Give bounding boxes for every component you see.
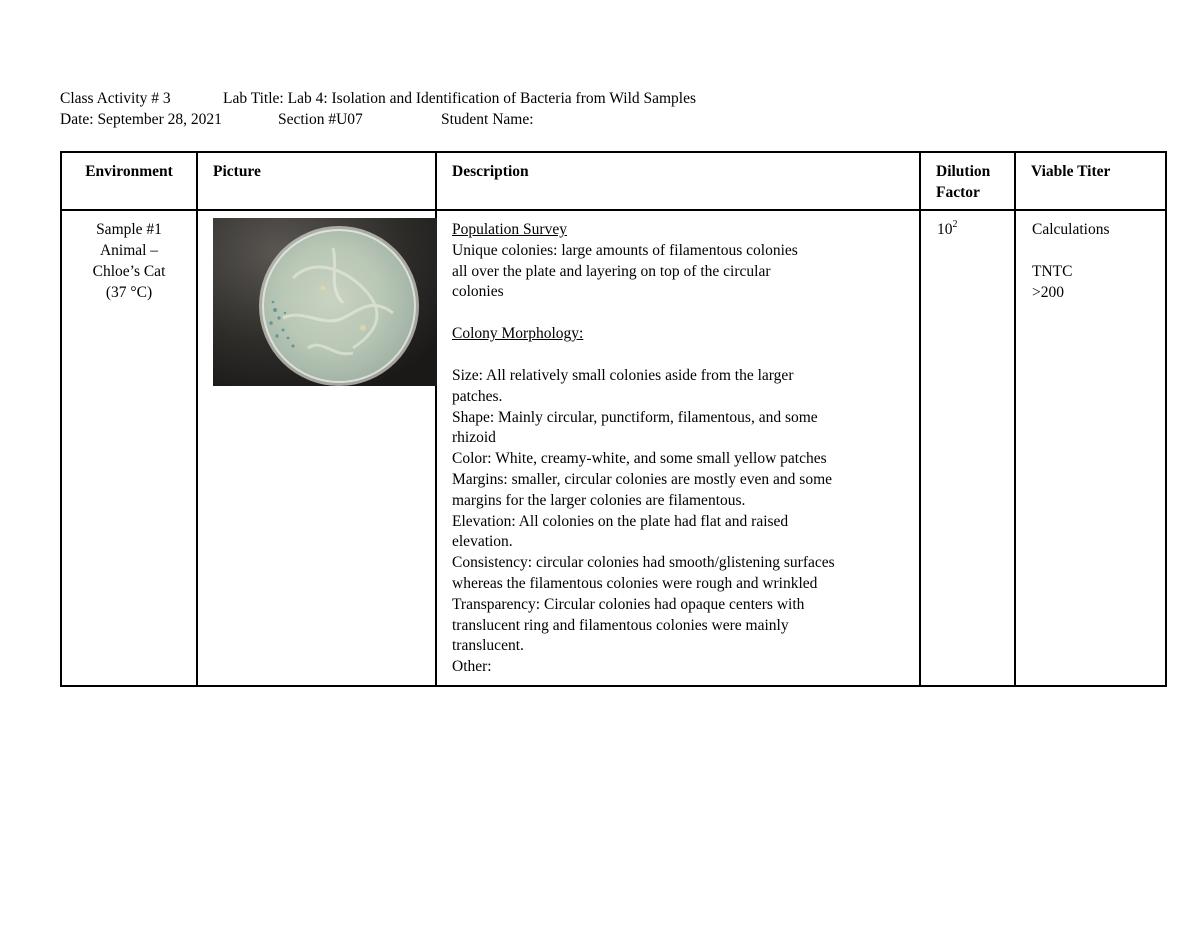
column-header-description: Description: [436, 152, 920, 210]
petri-dish-photo: [213, 218, 437, 386]
column-header-dilution-factor: [920, 152, 1015, 210]
env-line: Sample #1: [96, 221, 162, 238]
viable-titer-cell: [1015, 210, 1166, 686]
env-line: (37 °C): [105, 284, 153, 301]
description-line: Size: All relatively small colonies aside from the larger: [452, 366, 794, 384]
date: Date: September 28, 2021: [60, 111, 222, 128]
lab-table: [60, 151, 1167, 687]
header-line-2: [60, 110, 696, 131]
description-line: translucent ring and filamentous colonies were mainly: [452, 616, 789, 634]
petri-dish-image: [213, 218, 437, 386]
dilution-header-line-2: Factor: [936, 183, 980, 201]
description-line: elevation.: [452, 533, 513, 551]
description-line: rhizoid: [452, 429, 496, 447]
dilution-base: 10: [937, 221, 953, 238]
student-name-label: Student Name:: [441, 111, 534, 128]
table-header-row: [61, 152, 1166, 210]
picture-cell: [197, 210, 436, 686]
column-header-viable-titer: Viable Titer: [1015, 152, 1166, 210]
titer-result: TNTC: [1032, 262, 1073, 280]
description-line: Other:: [452, 658, 492, 676]
class-activity: Class Activity # 3: [60, 90, 171, 107]
description-line: margins for the larger colonies are filamentous.: [452, 491, 746, 509]
description-line: translucent.: [452, 637, 524, 655]
description-cell: [436, 210, 920, 686]
description-line: Unique colonies: large amounts of filamentous colonies: [452, 241, 798, 259]
titer-count: >200: [1032, 283, 1064, 301]
env-line: Chloe’s Cat: [92, 263, 166, 280]
column-header-environment: Environment: [61, 152, 197, 210]
description-line: all over the plate and layering on top of the circular: [452, 262, 771, 280]
description-line: Margins: smaller, circular colonies are mostly even and some: [452, 470, 833, 488]
dilution-value: [937, 221, 958, 238]
header-line-1: [60, 89, 696, 110]
population-survey-heading: Population Survey: [452, 221, 567, 238]
colony-morphology-heading: Colony Morphology:: [452, 325, 584, 343]
spacer: [1032, 241, 1165, 262]
description-line: Color: White, creamy-white, and some small yellow patches: [452, 450, 827, 468]
description-line: colonies: [452, 283, 504, 301]
description-line: Shape: Mainly circular, punctiform, filamentous, and some: [452, 408, 818, 426]
description-line: patches.: [452, 387, 503, 405]
dilution-header-line-1: Dilution: [936, 163, 991, 180]
spacer: [452, 345, 919, 366]
description-line: Transparency: Circular colonies had opaque centers with: [452, 595, 805, 613]
section: Section #U07: [278, 111, 363, 128]
description-line: Elevation: All colonies on the plate had flat and raised: [452, 512, 789, 530]
titer-calculations-label: Calculations: [1032, 221, 1110, 238]
document-header: [60, 89, 696, 131]
dilution-exponent: 2: [952, 219, 958, 230]
dilution-factor-cell: [920, 210, 1015, 686]
table-row: [61, 210, 1166, 686]
env-line: Animal –: [99, 242, 159, 259]
description-line: whereas the filamentous colonies were rough and wrinkled: [452, 574, 818, 592]
spacer: [452, 303, 919, 324]
column-header-picture: Picture: [197, 152, 436, 210]
lab-title: Lab Title: Lab 4: Isolation and Identification of Bacteria from Wild Samples: [223, 90, 697, 107]
environment-cell: [61, 210, 197, 686]
description-line: Consistency: circular colonies had smooth/glistening surfaces: [452, 554, 835, 572]
